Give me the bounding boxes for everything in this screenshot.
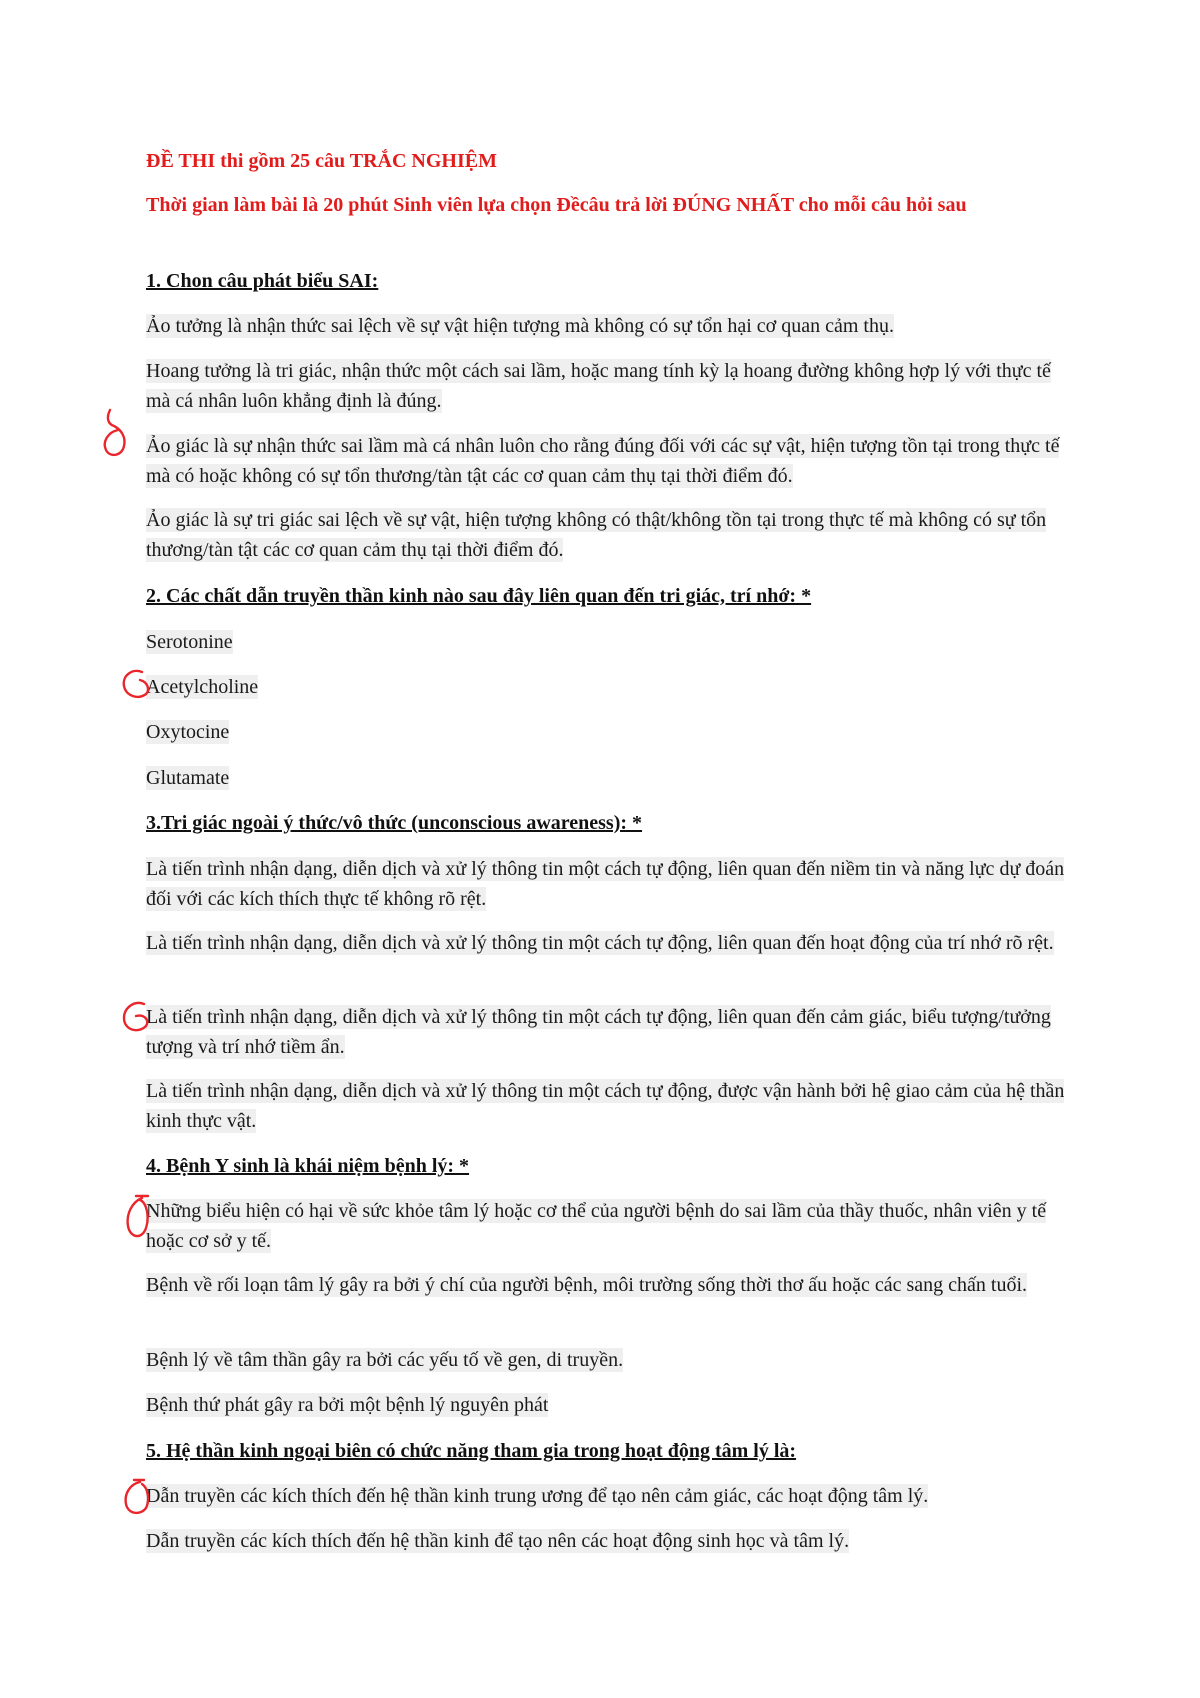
question-5: 5. Hệ thần kinh ngoại biên có chức năng tham gia trong hoạt động tâm lý là: (146, 1440, 797, 1462)
option-text: Oxytocine (146, 721, 230, 743)
option-text: Là tiến trình nhận dạng, diễn dịch và xử lý thông tin một cách tự động, được vận hành bởi hệ giao cảm của hệ thần kinh thực vật. (146, 1080, 1065, 1132)
q5-option-b[interactable] (146, 1526, 1076, 1556)
option-text: Bệnh về rối loạn tâm lý gây ra bởi ý chí của người bệnh, môi trường sống thời thơ ấu hoặc các sang chấn tuổi. (146, 1274, 1028, 1296)
q3-option-c[interactable] (146, 1002, 1076, 1062)
handwritten-mark-q4 (118, 1192, 154, 1244)
q3-option-b[interactable] (146, 928, 1076, 958)
handwritten-mark-q3 (118, 998, 154, 1038)
question-3: 3.Tri giác ngoài ý thức/vô thức (unconscious awareness): * (146, 812, 643, 834)
q3-option-d[interactable] (146, 1076, 1076, 1136)
option-text: Những biểu hiện có hại về sức khỏe tâm lý hoặc cơ thể của người bệnh do sai lầm của thầy thuốc, nhân viên y tế hoặc cơ sở y tế. (146, 1200, 1047, 1252)
handwritten-mark-q2 (118, 664, 154, 704)
exam-instructions: Thời gian làm bài là 20 phút Sinh viên lựa chọn Đềcâu trả lời ĐÚNG NHẤT cho mỗi câu hỏi sau (146, 194, 967, 216)
q5-option-a[interactable] (146, 1481, 1076, 1511)
question-4: 4. Bệnh Y sinh là khái niệm bệnh lý: * (146, 1155, 470, 1177)
option-text: Ảo giác là sự nhận thức sai lầm mà cá nhân luôn cho rằng đúng đối với các sự vật, hiện tượng tồn tại trong thực tế mà có hoặc không có sự tổn thương/tàn tật các cơ quan cảm thụ tại thời điểm đó. (146, 435, 1060, 487)
q2-option-d[interactable] (146, 763, 1076, 793)
q4-option-a[interactable] (146, 1196, 1076, 1256)
q2-option-a[interactable] (146, 627, 1076, 657)
option-text: Hoang tưởng là tri giác, nhận thức một cách sai lầm, hoặc mang tính kỳ lạ hoang đường không hợp lý với thực tế mà cá nhân luôn khẳng định là đúng. (146, 360, 1051, 412)
q1-option-a[interactable] (146, 311, 1076, 341)
question-2: 2. Các chất dẫn truyền thần kinh nào sau đây liên quan đến tri giác, trí nhớ: * (146, 585, 812, 607)
q1-option-d[interactable] (146, 505, 1076, 565)
handwritten-mark-q5 (118, 1476, 154, 1520)
q2-option-b[interactable] (146, 672, 1076, 702)
exam-title: ĐỀ THI thi gồm 25 câu TRẮC NGHIỆM (146, 150, 497, 172)
q4-option-d[interactable] (146, 1390, 1076, 1420)
q4-option-c[interactable] (146, 1345, 1076, 1375)
option-text: Là tiến trình nhận dạng, diễn dịch và xử lý thông tin một cách tự động, liên quan đến hoạt động của trí nhớ rõ rệt. (146, 932, 1054, 954)
option-text: Dẫn truyền các kích thích đến hệ thần kinh trung ương để tạo nên cảm giác, các hoạt động tâm lý. (146, 1485, 929, 1507)
handwritten-mark-q1 (96, 404, 136, 464)
q3-option-a[interactable] (146, 854, 1076, 914)
option-text: Là tiến trình nhận dạng, diễn dịch và xử lý thông tin một cách tự động, liên quan đến cảm giác, biểu tượng/tưởng tượng và trí nhớ tiềm ẩn. (146, 1006, 1051, 1058)
option-text: Serotonine (146, 631, 233, 653)
q1-option-b[interactable] (146, 356, 1076, 416)
option-text: Acetylcholine (146, 676, 259, 698)
option-text: Bệnh lý về tâm thần gây ra bởi các yếu tố về gen, di truyền. (146, 1349, 624, 1371)
option-text: Dẫn truyền các kích thích đến hệ thần kinh để tạo nên các hoạt động sinh học và tâm lý. (146, 1530, 850, 1552)
option-text: Bệnh thứ phát gây ra bởi một bệnh lý nguyên phát (146, 1394, 549, 1416)
option-text: Ảo giác là sự tri giác sai lệch về sự vật, hiện tượng không có thật/không tồn tại trong thực tế mà không có sự tổn thương/tàn tật các cơ quan cảm thụ tại thời điểm đó. (146, 509, 1047, 561)
q1-option-c[interactable] (146, 431, 1076, 491)
question-1: 1. Chon câu phát biểu SAI: (146, 270, 379, 292)
q4-option-b[interactable] (146, 1270, 1076, 1300)
q2-option-c[interactable] (146, 717, 1076, 747)
option-text: Là tiến trình nhận dạng, diễn dịch và xử lý thông tin một cách tự động, liên quan đến niềm tin và năng lực dự đoán đối với các kích thích thực tế không rõ rệt. (146, 858, 1065, 910)
option-text: Ảo tưởng là nhận thức sai lệch về sự vật hiện tượng mà không có sự tổn hại cơ quan cảm thụ. (146, 315, 894, 337)
option-text: Glutamate (146, 767, 230, 789)
